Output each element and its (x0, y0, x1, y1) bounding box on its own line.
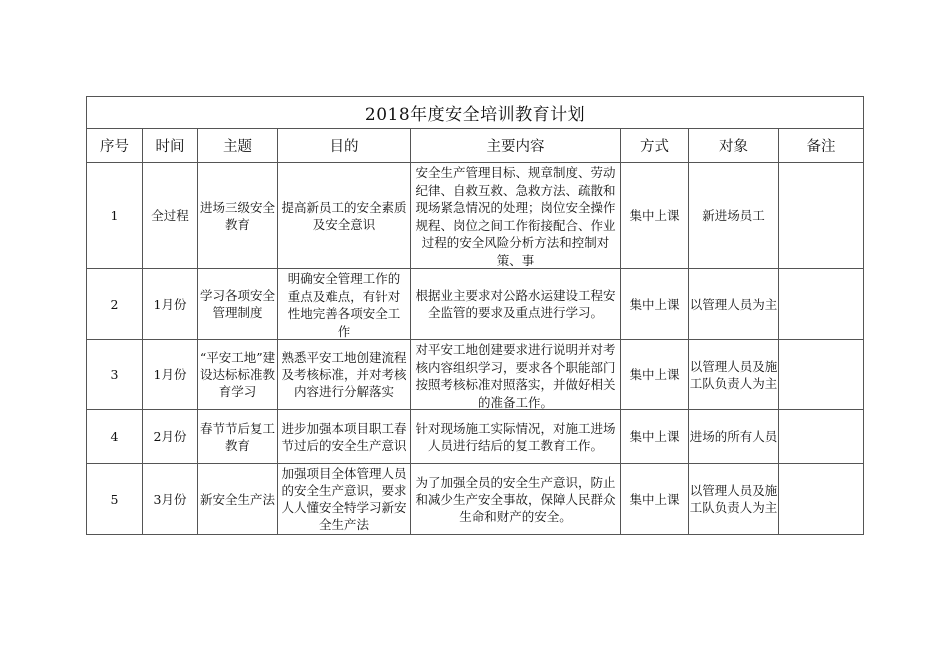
row-no: 4 (87, 410, 143, 464)
header-target: 对象 (689, 129, 779, 163)
row-note (779, 269, 864, 340)
row-goal: 熟悉平安工地创建流程及考核标准，并对考核内容进行分解落实 (278, 340, 411, 410)
table-row (87, 410, 864, 464)
header-method: 方式 (621, 129, 689, 163)
row-content: 针对现场施工实际情况，对施工进场人员进行结后的复工教育工作。 (411, 410, 621, 464)
row-target: 新进场员工 (689, 163, 779, 269)
row-note (779, 464, 864, 535)
row-method: 集中上课 (621, 410, 689, 464)
row-goal: 加强项目全体管理人员的安全生产意识，要求人人懂安全特学习新安全生产法 (278, 464, 411, 535)
row-target: 以管理人员及施工队负责人为主 (689, 340, 779, 410)
row-target: 进场的所有人员 (689, 410, 779, 464)
row-topic: 新安全生产法 (198, 464, 278, 535)
table-row (87, 269, 864, 340)
header-note: 备注 (779, 129, 864, 163)
row-content: 安全生产管理目标、规章制度、劳动纪律、自救互救、急救方法、疏散和现场紧急情况的处理；岗位安全操作规程、岗位之间工作衔接配合、作业过程的安全风险分析方法和控制对策、事 (415, 165, 616, 268)
row-topic: “平安工地”建设达标标准教育学习 (198, 340, 278, 410)
row-note (779, 340, 864, 410)
row-target: 以管理人员及施工队负责人为主 (689, 464, 779, 535)
row-goal: 进步加强本项目职工春节过后的安全生产意识 (278, 410, 411, 464)
table-row (87, 340, 864, 410)
row-method: 集中上课 (621, 269, 689, 340)
header-row (87, 129, 864, 163)
row-goal-cell (278, 269, 411, 340)
row-topic: 学习各项安全管理制度 (198, 269, 278, 340)
row-note (779, 410, 864, 464)
training-plan-table (86, 96, 864, 535)
row-content: 对平安工地创建要求进行说明并对考核内容组织学习，要求各个职能部门按照考核标准对照落实，并做好相关的准备工作。 (415, 342, 616, 409)
header-topic: 主题 (198, 129, 278, 163)
row-topic: 春节节后复工教育 (198, 410, 278, 464)
row-note (779, 163, 864, 269)
row-method: 集中上课 (621, 464, 689, 535)
header-no: 序号 (87, 129, 143, 163)
row-no: 3 (87, 340, 143, 410)
row-no: 2 (87, 269, 143, 340)
row-time: 2月份 (143, 410, 198, 464)
header-time: 时间 (143, 129, 198, 163)
row-content: 根据业主要求对公路水运建设工程安全监管的要求及重点进行学习。 (411, 269, 621, 340)
table-row (87, 464, 864, 535)
row-time: 1月份 (143, 269, 198, 340)
row-content-cell (411, 163, 621, 269)
row-time: 全过程 (143, 163, 198, 269)
row-time: 1月份 (143, 340, 198, 410)
row-method: 集中上课 (621, 340, 689, 410)
row-content-cell (411, 340, 621, 410)
row-target: 以管理人员为主 (689, 269, 779, 340)
row-no: 1 (87, 163, 143, 269)
row-topic: 进场三级安全教育 (198, 163, 278, 269)
row-goal: 明确安全管理工作的重点及难点，有针对性地完善各项安全工作 (287, 271, 401, 339)
row-no: 5 (87, 464, 143, 535)
table-row (87, 163, 864, 269)
row-content: 为了加强全员的安全生产意识，防止和减少生产安全事故，保障人民群众生命和财产的安全。 (411, 464, 621, 535)
row-method: 集中上课 (621, 163, 689, 269)
header-goal: 目的 (278, 129, 411, 163)
header-content: 主要内容 (411, 129, 621, 163)
table-title: 2018年度安全培训教育计划 (87, 97, 864, 129)
row-time: 3月份 (143, 464, 198, 535)
row-goal: 提高新员工的安全素质及安全意识 (278, 163, 411, 269)
